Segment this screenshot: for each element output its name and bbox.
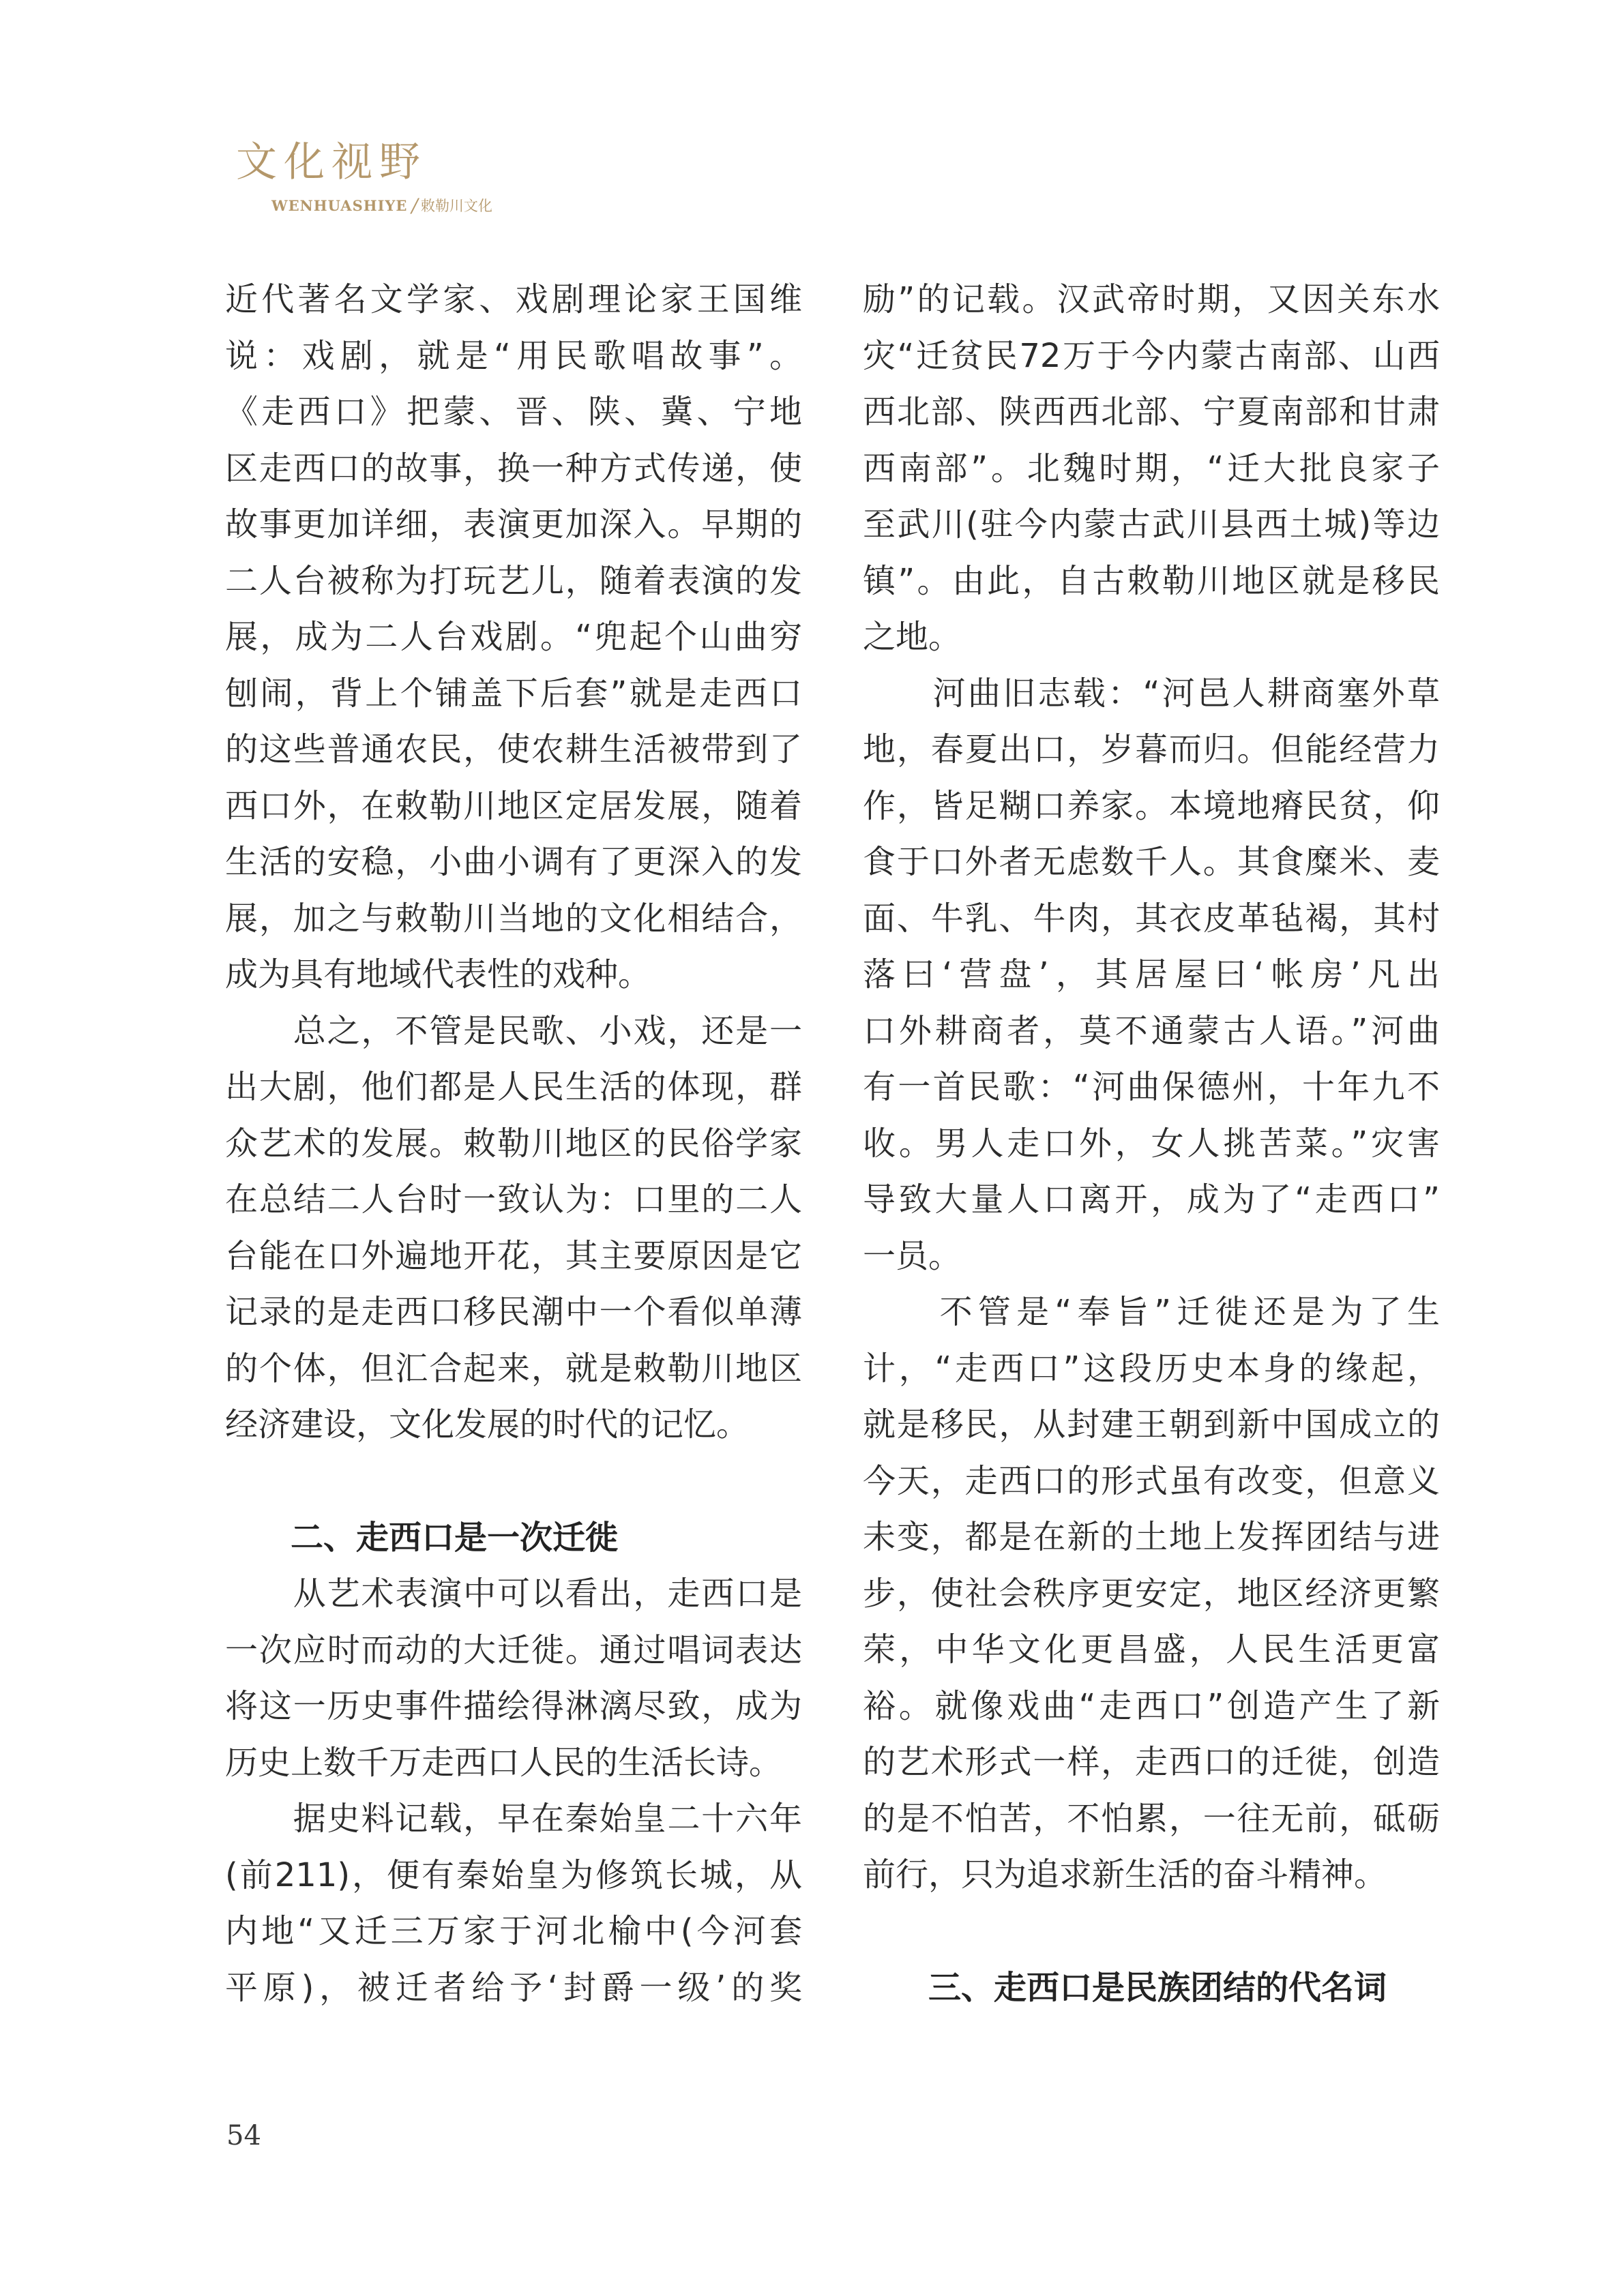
text-line: 西北部、陕西西北部、宁夏南部和甘肃 [863, 393, 1440, 431]
section-subtitle-en: WENHUASHIYE [271, 197, 408, 214]
page-number: 54 [226, 2120, 261, 2151]
text-line: 食于口外者无虑数千人。其食糜米、麦 [863, 843, 1440, 881]
text-line: 灾“迁贫民72万于今内蒙古南部、山西 [863, 336, 1440, 375]
spacer [863, 1903, 1440, 1960]
paragraph [225, 1791, 802, 2016]
text-line: 将这一历史事件描绘得淋漓尽致，成为 [225, 1687, 802, 1725]
text-line: 区走西口的故事，换一种方式传递，使 [225, 449, 802, 488]
text-line: 作，皆足糊口养家。本境地瘠民贫，仰 [863, 786, 1440, 825]
text-line: 平原)，被迁者给予‘封爵一级’的奖 [225, 1968, 802, 2007]
text-line: 步，使社会秩序更安定，地区经济更繁 [863, 1574, 1440, 1613]
text-line: 展，加之与敕勒川当地的文化相结合， [225, 899, 802, 938]
text-line: 面、牛乳、牛肉，其衣皮革毡褐，其村 [863, 899, 1440, 938]
left-column [225, 271, 802, 2016]
text-line: 的艺术形式一样，走西口的迁徙，创造 [863, 1743, 1440, 1781]
section-subtitle [271, 194, 492, 217]
text-line: 落曰‘营盘’，其居屋曰‘帐房’凡出 [863, 955, 1440, 994]
spacer [225, 1453, 802, 1510]
text-line: 成为具有地域代表性的戏种。 [225, 955, 651, 994]
paragraph [863, 271, 1440, 666]
text-line: 导致大量人口离开，成为了“走西口” [863, 1180, 1440, 1219]
text-line: 二人台被称为打玩艺儿，随着表演的发 [225, 561, 802, 600]
paragraph [225, 1566, 802, 1791]
text-line: 展，成为二人台戏剧。“兜起个山曲穷 [225, 618, 802, 656]
text-line: 故事更加详细，表演更加深入。早期的 [225, 505, 802, 543]
text-line: 之地。 [863, 618, 962, 656]
section-heading: 三、走西口是民族团结的代名词 [863, 1968, 1387, 2007]
right-column [863, 271, 1440, 2016]
text-line: 收。男人走口外，女人挑苦菜。”灾害 [863, 1124, 1440, 1163]
text-line: 一员。 [863, 1236, 962, 1275]
text-line: 裕。就像戏曲“走西口”创造产生了新 [863, 1686, 1440, 1725]
text-line: 台能在口外遍地开花，其主要原因是它 [225, 1236, 802, 1275]
text-line: 总之，不管是民歌、小戏，还是一 [225, 1011, 802, 1050]
text-line: 历史上数千万走西口人民的生活长诗。 [225, 1743, 782, 1782]
text-line: 河曲旧志载：“河邑人耕商塞外草 [863, 674, 1440, 713]
section-heading: 二、走西口是一次迁徙 [225, 1518, 619, 1557]
text-line: 《走西口》把蒙、晋、陕、冀、宁地 [225, 393, 802, 431]
text-line: 有一首民歌：“河曲保德州，十年九不 [863, 1068, 1440, 1106]
text-line: 西南部”。北魏时期，“迁大批良家子 [863, 449, 1440, 488]
text-line: 今天，走西口的形式虽有改变，但意义 [863, 1461, 1440, 1500]
text-line: 地，春夏出口，岁暮而归。但能经营力 [863, 730, 1440, 769]
text-line: 经济建设，文化发展的时代的记忆。 [225, 1405, 750, 1444]
text-line: 的个体，但汇合起来，就是敕勒川地区 [225, 1349, 802, 1388]
text-line: 内地“又迁三万家于河北榆中(今河套 [225, 1912, 802, 1950]
text-line: 就是移民，从封建王朝到新中国成立的 [863, 1405, 1440, 1444]
text-line: 西口外，在敕勒川地区定居发展，随着 [225, 786, 802, 825]
text-line: 说：戏剧，就是“用民歌唱故事”。 [225, 336, 802, 375]
text-line: 近代著名文学家、戏剧理论家王国维 [225, 280, 802, 318]
text-line: 口外耕商者，莫不通蒙古人语。”河曲 [863, 1011, 1440, 1050]
text-line: 前行，只为追求新生活的奋斗精神。 [863, 1855, 1387, 1894]
text-line: 出大剧，他们都是人民生活的体现，群 [225, 1068, 802, 1106]
text-line: 荣，中华文化更昌盛，人民生活更富 [863, 1630, 1440, 1669]
text-line: (前211)，便有秦始皇为修筑长城，从 [225, 1855, 802, 1894]
text-line: 记录的是走西口移民潮中一个看似单薄 [225, 1293, 802, 1331]
section-title: 文化视野 [236, 138, 427, 186]
text-line: 励”的记载。汉武帝时期，又因关东水 [863, 280, 1440, 318]
paragraph [863, 1284, 1440, 1903]
paragraph [225, 271, 802, 1003]
text-line: 未变，都是在新的土地上发挥团结与进 [863, 1518, 1440, 1556]
text-line: 从艺术表演中可以看出，走西口是 [225, 1575, 802, 1613]
subtitle-separator: / [411, 194, 418, 217]
text-line: 据史料记载，早在秦始皇二十六年 [225, 1800, 802, 1838]
paragraph [225, 1003, 802, 1453]
text-line: 的这些普通农民，使农耕生活被带到了 [225, 730, 802, 769]
text-line: 一次应时而动的大迁徙。通过唱词表达 [225, 1630, 802, 1669]
text-line: 在总结二人台时一致认为：口里的二人 [225, 1180, 802, 1219]
text-line: 的是不怕苦，不怕累，一往无前，砥砺 [863, 1799, 1440, 1838]
text-line: 镇”。由此，自古敕勒川地区就是移民 [863, 561, 1440, 600]
text-line: 不管是“奉旨”迁徙还是为了生 [863, 1293, 1440, 1331]
text-line: 至武川(驻今内蒙古武川县西土城)等边 [863, 505, 1440, 543]
text-line: 计，“走西口”这段历史本身的缘起， [863, 1349, 1440, 1388]
text-line: 众艺术的发展。敕勒川地区的民俗学家 [225, 1124, 802, 1163]
paragraph [863, 666, 1440, 1285]
section-subtitle-cn: 敕勒川文化 [420, 198, 492, 214]
text-line: 刨闹，背上个铺盖下后套”就是走西口 [225, 674, 802, 713]
text-line: 生活的安稳，小曲小调有了更深入的发 [225, 843, 802, 881]
